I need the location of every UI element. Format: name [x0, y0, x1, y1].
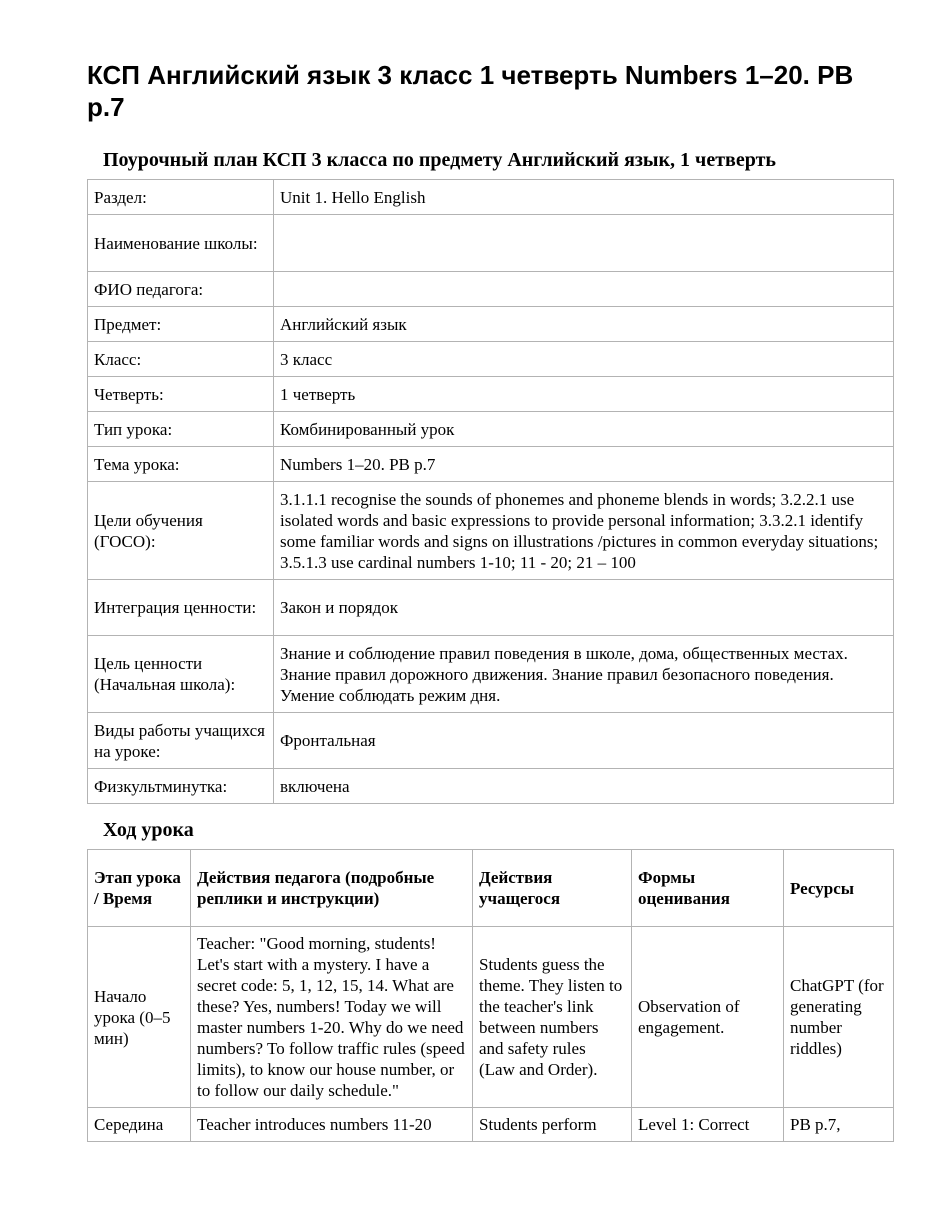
- lesson-cell-assessment: Level 1: Correct: [632, 1108, 784, 1142]
- lesson-row: [88, 927, 894, 1108]
- lesson-cell-stage: Начало урока (0–5 мин): [88, 927, 191, 1108]
- info-value: 3 класс: [274, 342, 894, 377]
- lesson-header-assessment: Формы оценивания: [632, 850, 784, 927]
- info-value: 1 четверть: [274, 377, 894, 412]
- info-label: ФИО педагога:: [88, 272, 274, 307]
- info-label: Четверть:: [88, 377, 274, 412]
- info-label: Тип урока:: [88, 412, 274, 447]
- lesson-cell-stage: Середина: [88, 1108, 191, 1142]
- info-value: Закон и порядок: [274, 580, 894, 636]
- info-row-subject: [88, 307, 894, 342]
- lesson-header-resources: Ресурсы: [784, 850, 894, 927]
- info-row-physical-break: [88, 769, 894, 804]
- lesson-header-teacher-actions: Действия педагога (подробные реплики и инструкции): [191, 850, 473, 927]
- info-label: Виды работы учащихся на уроке:: [88, 713, 274, 769]
- info-table: [87, 179, 894, 804]
- lesson-cell-teacher-actions: Teacher introduces numbers 11-20: [191, 1108, 473, 1142]
- info-value: включена: [274, 769, 894, 804]
- info-row-objectives: [88, 482, 894, 580]
- lesson-header-row: [88, 850, 894, 927]
- info-label: Цели обучения (ГОСО):: [88, 482, 274, 580]
- lesson-cell-student-actions: Students guess the theme. They listen to the teacher's link between numbers and safety rules (Law and Order).: [473, 927, 632, 1108]
- info-value: Unit 1. Hello English: [274, 180, 894, 215]
- info-value: Английский язык: [274, 307, 894, 342]
- lesson-cell-assessment: Observation of engagement.: [632, 927, 784, 1108]
- lesson-cell-resources: ChatGPT (for generating number riddles): [784, 927, 894, 1108]
- info-value: Numbers 1–20. PB p.7: [274, 447, 894, 482]
- info-value: [274, 272, 894, 307]
- info-value: Фронтальная: [274, 713, 894, 769]
- info-value: [274, 215, 894, 272]
- info-row-school: [88, 215, 894, 272]
- info-row-topic: [88, 447, 894, 482]
- info-row-teacher: [88, 272, 894, 307]
- info-label: Физкультминутка:: [88, 769, 274, 804]
- info-value: Знание и соблюдение правил поведения в школе, дома, общественных местах. Знание правил дорожного движения. Знание правил безопасного поведения. Умение соблюдать режим дня.: [274, 636, 894, 713]
- info-label: Предмет:: [88, 307, 274, 342]
- info-label: Интеграция ценности:: [88, 580, 274, 636]
- info-row-quarter: [88, 377, 894, 412]
- info-row-lesson-type: [88, 412, 894, 447]
- info-label: Цель ценности (Начальная школа):: [88, 636, 274, 713]
- plan-subtitle: Поурочный план КСП 3 класса по предмету Английский язык, 1 четверть: [103, 149, 776, 171]
- lesson-table: [87, 849, 894, 1142]
- info-row-value-integration: [88, 580, 894, 636]
- info-label: Раздел:: [88, 180, 274, 215]
- lesson-row: [88, 1108, 894, 1142]
- lesson-cell-resources: PB p.7,: [784, 1108, 894, 1142]
- info-label: Класс:: [88, 342, 274, 377]
- info-row-value-goal: [88, 636, 894, 713]
- info-value: Комбинированный урок: [274, 412, 894, 447]
- info-value: 3.1.1.1 recognise the sounds of phonemes and phoneme blends in words; 3.2.2.1 use isolated words and basic expressions to provide personal information; 3.3.2.1 identify some familiar words and signs on illustrations /pictures in common everyday situations; 3.5.1.3 use cardinal numbers 1-10; 11 - 20; 21 – 100: [274, 482, 894, 580]
- lesson-header-student-actions: Действия учащегося: [473, 850, 632, 927]
- lesson-section-title: Ход урока: [103, 819, 194, 841]
- info-row-section: [88, 180, 894, 215]
- page-title: КСП Английский язык 3 класс 1 четверть Numbers 1–20. PB p.7: [87, 60, 854, 122]
- lesson-cell-student-actions: Students perform: [473, 1108, 632, 1142]
- lesson-table-container: [87, 849, 897, 1165]
- info-row-grade: [88, 342, 894, 377]
- info-label: Наименование школы:: [88, 215, 274, 272]
- lesson-cell-teacher-actions: Teacher: "Good morning, students! Let's start with a mystery. I have a secret code: 5, 1, 12, 15, 14. What are these? Yes, numbers! Today we will master numbers 1-20. Why do we need numbers? To follow traffic rules (speed limits), to know our house number, or to follow our daily schedule.": [191, 927, 473, 1108]
- info-label: Тема урока:: [88, 447, 274, 482]
- lesson-header-stage: Этап урока / Время: [88, 850, 191, 927]
- info-row-work-types: [88, 713, 894, 769]
